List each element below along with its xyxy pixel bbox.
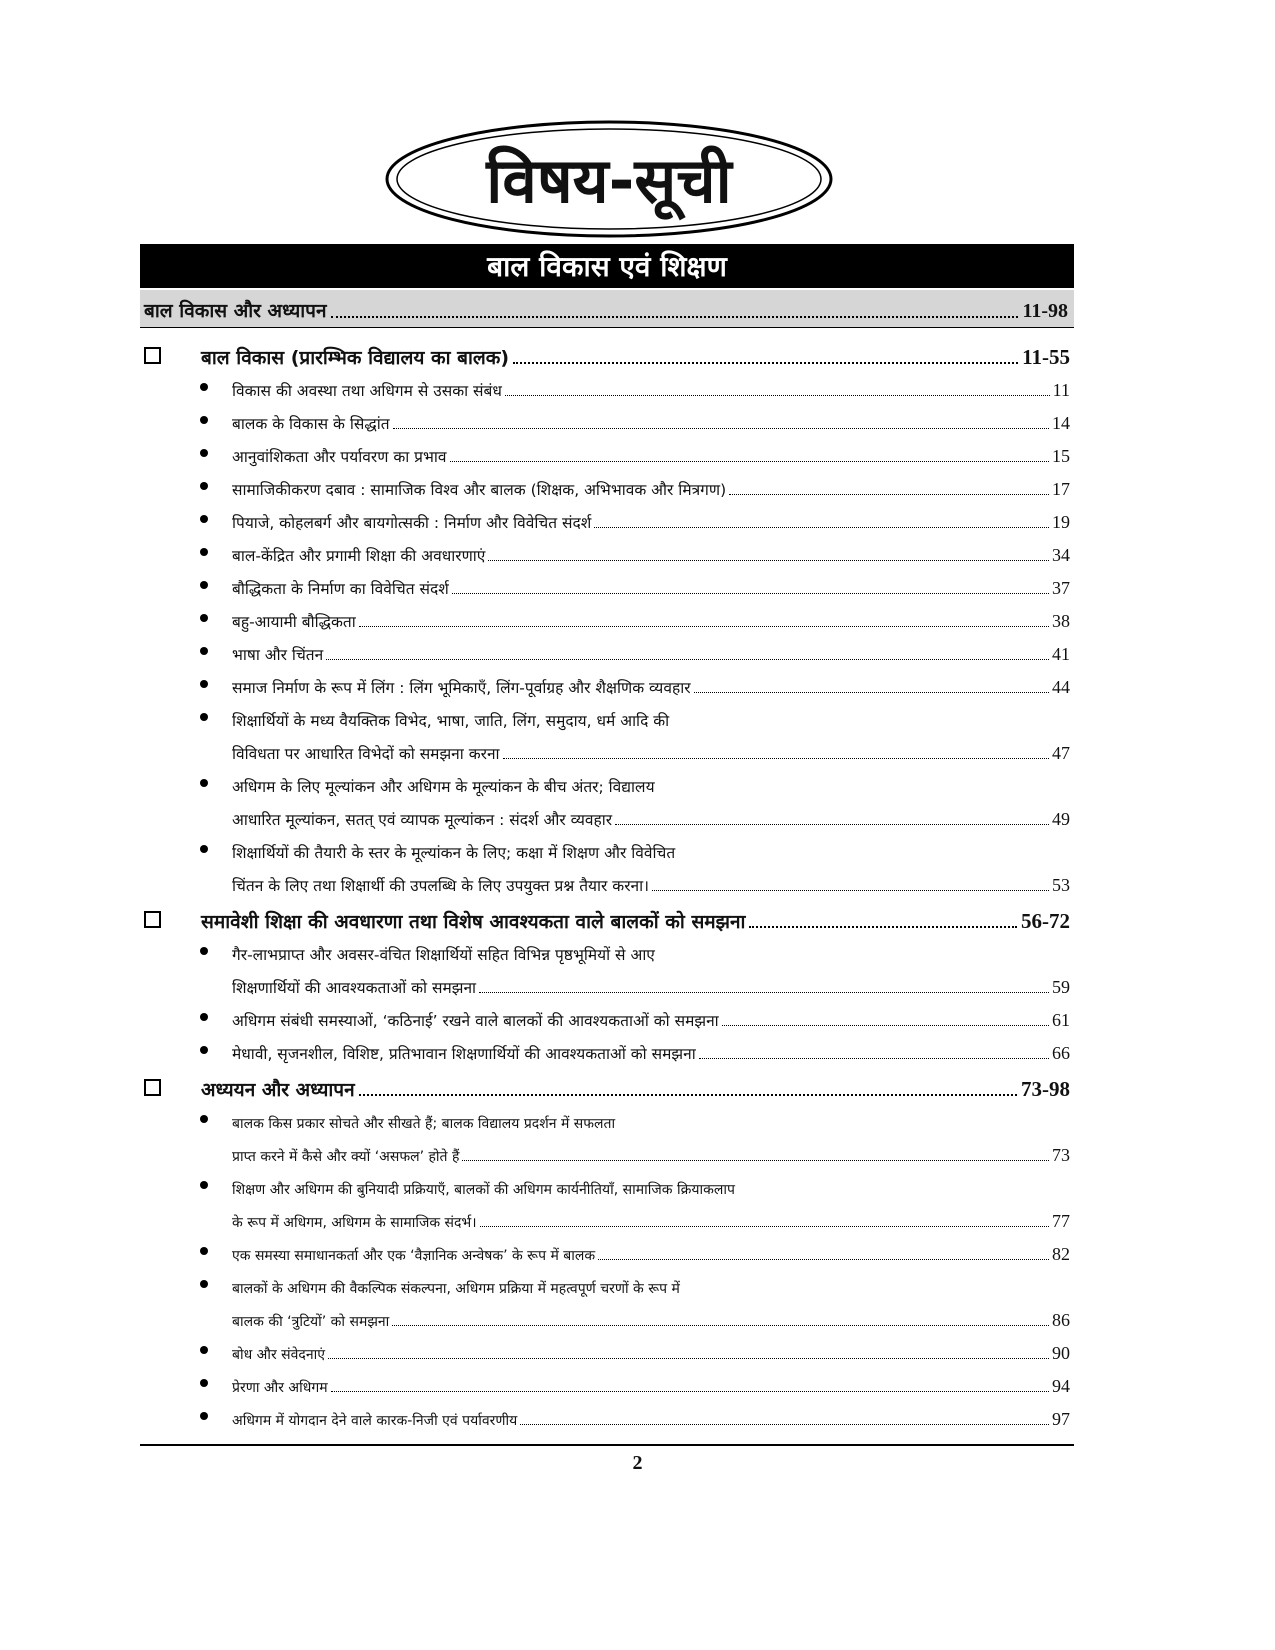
chapter-pages: 56-72 — [1021, 909, 1070, 933]
toc-entry[interactable] — [140, 1170, 1074, 1236]
chapter-title: बाल विकास (प्रारम्भिक विद्यालय का बालक) — [201, 347, 510, 369]
toc-entry[interactable] — [140, 504, 1074, 537]
dot-leader — [615, 824, 1049, 825]
dot-leader — [503, 758, 1049, 759]
entry-page: 11 — [1052, 380, 1070, 400]
dot-leader — [505, 395, 1050, 396]
bullet-icon — [200, 680, 208, 688]
bullet-icon — [200, 449, 208, 457]
section-header: बाल विकास एवं शिक्षण — [140, 244, 1074, 288]
dot-leader — [598, 1259, 1049, 1260]
entry-text: चिंतन के लिए तथा शिक्षार्थी की उपलब्धि के लिए उपयुक्त प्रश्न तैयार करना। — [232, 877, 650, 895]
toc-entry[interactable] — [140, 438, 1074, 471]
entry-text: मेधावी, सृजनशील, विशिष्ट, प्रतिभावान शिक्षणार्थियों की आवश्यकताओं को समझना — [232, 1045, 696, 1063]
entry-page: 97 — [1052, 1409, 1070, 1429]
bullet-icon — [200, 1412, 208, 1420]
entry-text: अधिगम संबंधी समस्याओं, ‘कठिनाई’ रखने वाले बालकों की आवश्यकताओं को समझना — [232, 1012, 719, 1030]
entry-page: 37 — [1052, 578, 1070, 598]
entry-page: 19 — [1052, 512, 1070, 532]
entry-page: 73 — [1052, 1145, 1070, 1165]
chapter-row[interactable] — [140, 900, 1074, 934]
entry-text: बाल-केंद्रित और प्रगामी शिक्षा की अवधारणाएं — [232, 547, 486, 565]
entry-text: एक समस्या समाधानकर्ता और एक ‘वैज्ञानिक अन्वेषक’ के रूप में बालक — [232, 1248, 596, 1264]
entry-page: 41 — [1052, 644, 1070, 664]
entry-page: 82 — [1052, 1244, 1070, 1264]
entry-text: शिक्षार्थियों के मध्य वैयक्तिक विभेद, भाषा, जाति, लिंग, समुदाय, धर्म आदि की — [232, 712, 670, 730]
toc-entry[interactable] — [140, 702, 1074, 768]
entry-text: बौद्धिकता के निर्माण का विवेचित संदर्श — [232, 580, 449, 598]
bullet-icon — [200, 548, 208, 556]
bullet-icon — [200, 1046, 208, 1054]
bullet-icon — [200, 482, 208, 490]
toc-entry[interactable] — [140, 1104, 1074, 1170]
bullet-icon — [200, 1247, 208, 1255]
dot-leader — [520, 1424, 1049, 1425]
chapter-title: अध्ययन और अध्यापन — [201, 1079, 355, 1101]
entry-page: 94 — [1052, 1376, 1070, 1396]
dot-leader — [393, 428, 1049, 429]
entry-text: शिक्षार्थियों की तैयारी के स्तर के मूल्यांकन के लिए; कक्षा में शिक्षण और विवेचित — [232, 844, 676, 862]
dot-leader — [392, 1325, 1049, 1326]
entry-page: 38 — [1052, 611, 1070, 631]
entry-page: 34 — [1052, 545, 1070, 565]
part-header[interactable] — [140, 290, 1074, 328]
bullet-icon — [200, 416, 208, 424]
dot-leader — [462, 1160, 1049, 1161]
toc-entry[interactable] — [140, 669, 1074, 702]
toc-entry[interactable] — [140, 1236, 1074, 1269]
bullet-icon — [200, 1379, 208, 1387]
checkbox-square-icon — [144, 911, 161, 928]
toc-entry[interactable] — [140, 1335, 1074, 1368]
part-pages: 11-98 — [1022, 300, 1068, 322]
entry-text: आधारित मूल्यांकन, सतत् एवं व्यापक मूल्यांकन : संदर्श और व्यवहार — [232, 811, 613, 829]
entry-text: प्रेरणा और अधिगम — [232, 1380, 328, 1396]
page-title: विषय-सूची — [486, 144, 732, 217]
entry-text: बालक किस प्रकार सोचते और सीखते हैं; बालक विद्यालय प्रदर्शन में सफलता — [232, 1116, 616, 1132]
bullet-icon — [200, 1013, 208, 1021]
dot-leader — [722, 1025, 1049, 1026]
dot-leader — [694, 692, 1049, 693]
dot-leader — [331, 316, 1019, 318]
bullet-icon — [200, 515, 208, 523]
entry-text: आनुवांशिकता और पर्यावरण का प्रभाव — [232, 448, 447, 466]
toc-entry[interactable] — [140, 570, 1074, 603]
entry-text: विकास की अवस्था तथा अधिगम से उसका संबंध — [232, 382, 502, 400]
chapter-row[interactable] — [140, 336, 1074, 370]
table-of-contents — [140, 336, 1074, 1434]
bullet-icon — [200, 1181, 208, 1189]
checkbox-square-icon — [144, 1079, 161, 1096]
bullet-icon — [200, 845, 208, 853]
toc-entry[interactable] — [140, 1002, 1074, 1035]
bullet-icon — [200, 581, 208, 589]
toc-entry[interactable] — [140, 1269, 1074, 1335]
entry-text: शिक्षणार्थियों की आवश्यकताओं को समझना — [232, 979, 477, 997]
entry-text: प्राप्त करने में कैसे और क्यों ‘असफल’ होते हैं — [232, 1149, 460, 1165]
dot-leader — [652, 890, 1049, 891]
toc-entry[interactable] — [140, 603, 1074, 636]
entry-text: बालकों के अधिगम की वैकल्पिक संकल्पना, अधिगम प्रक्रिया में महत्वपूर्ण चरणों के रूप में — [232, 1281, 680, 1297]
bullet-icon — [200, 614, 208, 622]
dot-leader — [729, 494, 1049, 495]
entry-text: पियाजे, कोहलबर्ग और बायगोत्सकी : निर्माण और विवेचित संदर्श — [232, 514, 592, 532]
toc-entry[interactable] — [140, 834, 1074, 900]
entry-text: अधिगम में योगदान देने वाले कारक-निजी एवं पर्यावरणीय — [232, 1413, 518, 1429]
dot-leader — [699, 1058, 1049, 1059]
dot-leader — [479, 992, 1049, 993]
entry-page: 44 — [1052, 677, 1070, 697]
toc-entry[interactable] — [140, 405, 1074, 438]
toc-entry[interactable] — [140, 1401, 1074, 1434]
chapter-row[interactable] — [140, 1068, 1074, 1102]
dot-leader — [480, 1226, 1049, 1227]
entry-page: 90 — [1052, 1343, 1070, 1363]
entry-page: 15 — [1052, 446, 1070, 466]
bullet-icon — [200, 1346, 208, 1354]
entry-page: 47 — [1052, 743, 1070, 763]
entry-text: गैर-लाभप्राप्त और अवसर-वंचित शिक्षार्थियों सहित विभिन्न पृष्ठभूमियों से आए — [232, 946, 655, 964]
entry-text: बोध और संवेदनाएं — [232, 1347, 325, 1363]
dot-leader — [594, 527, 1049, 528]
chapter-pages: 11-55 — [1022, 345, 1070, 369]
dot-leader — [513, 362, 1018, 364]
entry-text: अधिगम के लिए मूल्यांकन और अधिगम के मूल्यांकन के बीच अंतर; विद्यालय — [232, 778, 655, 796]
dot-leader — [359, 1094, 1017, 1096]
entry-text: सामाजिकीकरण दबाव : सामाजिक विश्व और बालक (शिक्षक, अभिभावक और मित्रगण) — [232, 481, 727, 499]
entry-page: 17 — [1052, 479, 1070, 499]
chapter-pages: 73-98 — [1021, 1077, 1070, 1101]
entry-page: 86 — [1052, 1310, 1070, 1330]
dot-leader — [452, 593, 1049, 594]
dot-leader — [326, 659, 1049, 660]
bullet-icon — [200, 647, 208, 655]
bullet-icon — [200, 779, 208, 787]
bullet-icon — [200, 1280, 208, 1288]
entry-page: 77 — [1052, 1211, 1070, 1231]
entry-text: विविधता पर आधारित विभेदों को समझना करना — [232, 745, 500, 763]
dot-leader — [488, 560, 1049, 561]
entry-text: बालक के विकास के सिद्धांत — [232, 415, 390, 433]
title-oval — [384, 118, 834, 240]
entry-text: शिक्षण और अधिगम की बुनियादी प्रक्रियाएँ, बालकों की अधिगम कार्यनीतियाँ, सामाजिक क्रियाकलाप — [232, 1182, 735, 1198]
entry-text: बहु-आयामी बौद्धिकता — [232, 613, 356, 631]
entry-page: 53 — [1052, 875, 1070, 895]
footer-rule — [140, 1444, 1074, 1446]
entry-text: के रूप में अधिगम, अधिगम के सामाजिक संदर्भ। — [232, 1215, 477, 1231]
toc-entry[interactable] — [140, 636, 1074, 669]
dot-leader — [359, 626, 1049, 627]
toc-entry[interactable] — [140, 471, 1074, 504]
toc-entry[interactable] — [140, 936, 1074, 1002]
entry-page: 59 — [1052, 977, 1070, 997]
toc-entry[interactable] — [140, 1035, 1074, 1068]
entry-page: 49 — [1052, 809, 1070, 829]
entry-text: समाज निर्माण के रूप में लिंग : लिंग भूमिकाएँ, लिंग-पूर्वाग्रह और शैक्षणिक व्यवहार — [232, 679, 691, 697]
part-label: बाल विकास और अध्यापन — [144, 300, 327, 322]
checkbox-square-icon — [144, 347, 161, 364]
bullet-icon — [200, 713, 208, 721]
bullet-icon — [200, 1115, 208, 1123]
page-number: 2 — [632, 1452, 643, 1474]
entry-page: 61 — [1052, 1010, 1070, 1030]
dot-leader — [450, 461, 1049, 462]
toc-entry[interactable] — [140, 372, 1074, 405]
entry-page: 14 — [1052, 413, 1070, 433]
toc-entry[interactable] — [140, 537, 1074, 570]
bullet-icon — [200, 383, 208, 391]
entry-text: भाषा और चिंतन — [232, 646, 324, 664]
dot-leader — [331, 1391, 1049, 1392]
toc-entry[interactable] — [140, 768, 1074, 834]
bullet-icon — [200, 947, 208, 955]
dot-leader — [328, 1358, 1049, 1359]
toc-entry[interactable] — [140, 1368, 1074, 1401]
dot-leader — [749, 926, 1017, 928]
entry-text: बालक की ‘त्रुटियों’ को समझना — [232, 1314, 390, 1330]
entry-page: 66 — [1052, 1043, 1070, 1063]
chapter-title: समावेशी शिक्षा की अवधारणा तथा विशेष आवश्यकता वाले बालकों को समझना — [201, 911, 746, 933]
